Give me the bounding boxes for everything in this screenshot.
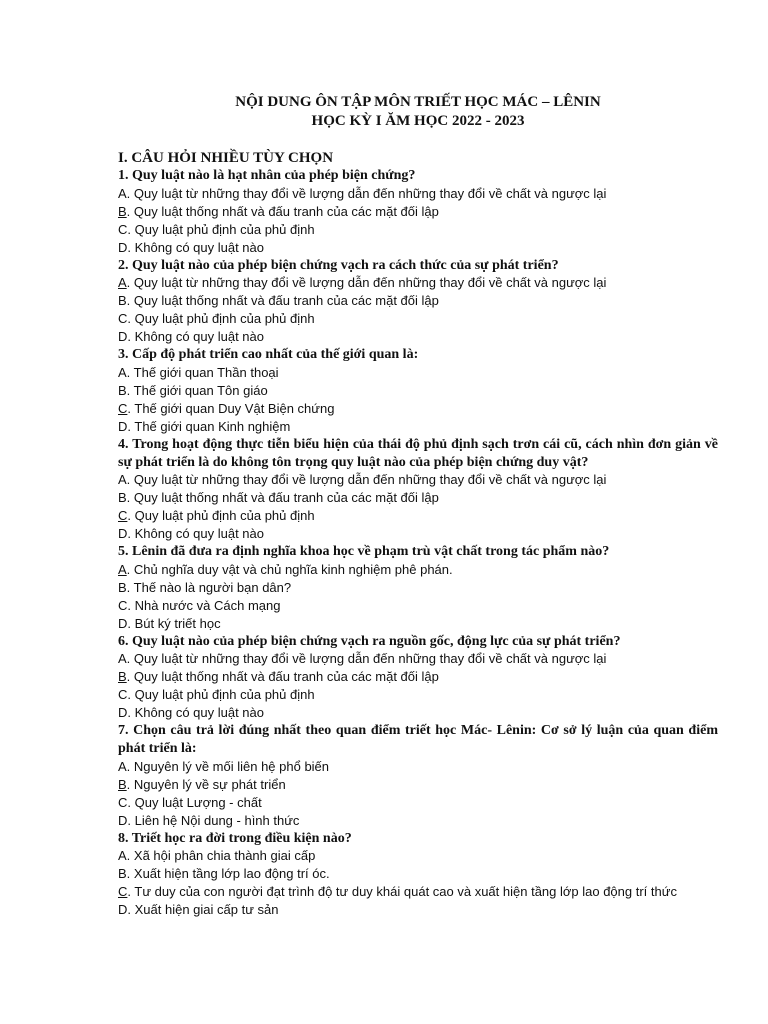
answer-text: . Quy luật thống nhất và đấu tranh của các mặt đối lập xyxy=(126,669,439,685)
question-text: 2. Quy luật nào của phép biện chứng vạch ra cách thức của sự phát triển? xyxy=(118,257,559,273)
answer-text: . Không có quy luật nào xyxy=(127,705,264,721)
answer-text: . Bút ký triết học xyxy=(127,615,221,631)
answer-option xyxy=(118,364,718,382)
answer-letter: B xyxy=(118,293,127,309)
answer-letter: A xyxy=(118,758,127,774)
question-block xyxy=(118,346,718,436)
correct-answer-letter: B xyxy=(118,203,127,219)
answer-letter: C xyxy=(118,311,128,327)
answer-text: . Không có quy luật nào xyxy=(127,526,264,542)
question-text: 3. Cấp độ phát triển cao nhất của thế giới quan là: xyxy=(118,347,419,363)
question-block xyxy=(118,257,718,347)
correct-answer-letter: A xyxy=(118,275,127,291)
answer-letter: C xyxy=(118,221,128,237)
answer-text: . Nguyên lý về mối liên hệ phổ biến xyxy=(126,758,330,774)
answer-letter: C xyxy=(118,794,128,810)
answer-option xyxy=(118,776,718,794)
answer-text: . Xuất hiện giai cấp tư sản xyxy=(127,902,279,918)
correct-answer-letter: C xyxy=(118,508,128,524)
answer-option xyxy=(118,382,718,400)
answer-text: . Quy luật phủ định của phủ định xyxy=(127,311,315,327)
answer-text: . Quy luật thống nhất và đấu tranh của các mặt đối lập xyxy=(126,490,439,506)
answer-text: . Quy luật phủ định của phủ định xyxy=(127,687,315,703)
answer-letter: A xyxy=(118,651,127,667)
question-text: 4. Trong hoạt động thực tiễn biểu hiện của thái độ phủ định sạch trơn cái cũ, cách nhìn đơn giản về sự phát triển là do không tôn trọng quy luật nào của phép biện chứng duy vật? xyxy=(118,436,718,470)
answer-text: . Xã hội phân chia thành giai cấp xyxy=(126,848,316,864)
question-block xyxy=(118,543,718,633)
correct-answer-letter: C xyxy=(118,400,128,416)
answer-text: . Quy luật từ những thay đổi về lượng dẫn đến những thay đổi về chất và ngược lại xyxy=(126,275,607,291)
answer-text: . Thế nào là người bạn dân? xyxy=(126,579,292,595)
answer-option xyxy=(118,686,718,704)
answer-text: . Thế giới quan Thần thoại xyxy=(126,364,279,380)
answer-text: . Xuất hiện tầng lớp lao động trí óc. xyxy=(126,866,330,882)
answer-option xyxy=(118,328,718,346)
answer-option xyxy=(118,489,718,507)
answer-letter: B xyxy=(118,490,127,506)
answer-option xyxy=(118,561,718,579)
answer-letter: D xyxy=(118,418,128,434)
answer-option xyxy=(118,274,718,292)
answer-option xyxy=(118,615,718,633)
document-title-line1: NỘI DUNG ÔN TẬP MÔN TRIẾT HỌC MÁC – LÊNIN xyxy=(235,94,601,110)
question-list xyxy=(118,167,718,919)
answer-option xyxy=(118,901,718,919)
answer-option xyxy=(118,758,718,776)
answer-letter: D xyxy=(118,329,128,345)
answer-option xyxy=(118,650,718,668)
answer-option xyxy=(118,507,718,525)
answer-text: . Liên hệ Nội dung - hình thức xyxy=(127,812,300,828)
question-block xyxy=(118,167,718,257)
question-block xyxy=(118,830,718,920)
section-heading: I. CÂU HỎI NHIỀU TÙY CHỌN xyxy=(118,150,334,166)
answer-text: . Nguyên lý về sự phát triển xyxy=(126,776,286,792)
answer-option xyxy=(118,310,718,328)
answer-option xyxy=(118,525,718,543)
answer-text: . Quy luật thống nhất và đấu tranh của các mặt đối lập xyxy=(126,293,439,309)
answer-text: . Thế giới quan Kinh nghiệm xyxy=(127,418,291,434)
answer-text: . Không có quy luật nào xyxy=(127,239,264,255)
answer-letter: C xyxy=(118,687,128,703)
answer-letter: C xyxy=(118,597,128,613)
answer-text: . Quy luật từ những thay đổi về lượng dẫn đến những thay đổi về chất và ngược lại xyxy=(126,651,607,667)
answer-letter: A xyxy=(118,848,127,864)
answer-text: . Quy luật từ những thay đổi về lượng dẫn đến những thay đổi về chất và ngược lại xyxy=(126,472,607,488)
answer-letter: D xyxy=(118,902,128,918)
answer-letter: A xyxy=(118,364,127,380)
answer-option xyxy=(118,203,718,221)
answer-letter: D xyxy=(118,526,128,542)
answer-option xyxy=(118,668,718,686)
question-block xyxy=(118,722,718,829)
question-text: 6. Quy luật nào của phép biện chứng vạch ra nguồn gốc, động lực của sự phát triển? xyxy=(118,633,621,649)
answer-option xyxy=(118,292,718,310)
answer-option xyxy=(118,239,718,257)
answer-text: . Nhà nước và Cách mạng xyxy=(127,597,281,613)
answer-text: . Quy luật phủ định của phủ định xyxy=(127,221,315,237)
correct-answer-letter: B xyxy=(118,776,127,792)
answer-letter: D xyxy=(118,812,128,828)
answer-letter: B xyxy=(118,866,127,882)
answer-letter: B xyxy=(118,579,127,595)
answer-text: . Thế giới quan Duy Vật Biện chứng xyxy=(127,400,335,416)
answer-option xyxy=(118,794,718,812)
answer-option xyxy=(118,812,718,830)
answer-option xyxy=(118,579,718,597)
correct-answer-letter: A xyxy=(118,561,127,577)
answer-text: . Thế giới quan Tôn giáo xyxy=(126,382,268,398)
answer-text: . Tư duy của con người đạt trình độ tư duy khái quát cao và xuất hiện tầng lớp lao động trí thức xyxy=(127,884,677,900)
document-page xyxy=(118,93,718,919)
question-text: 1. Quy luật nào là hạt nhân của phép biện chứng? xyxy=(118,168,416,183)
answer-letter: D xyxy=(118,239,128,255)
answer-option xyxy=(118,865,718,883)
document-title-line2: HỌC KỲ I ĂM HỌC 2022 - 2023 xyxy=(311,113,525,129)
answer-text: . Quy luật Lượng - chất xyxy=(127,794,262,810)
question-text: 8. Triết học ra đời trong điều kiện nào? xyxy=(118,830,352,846)
answer-letter: A xyxy=(118,472,127,488)
answer-option xyxy=(118,418,718,436)
answer-letter: B xyxy=(118,382,127,398)
answer-option xyxy=(118,400,718,418)
answer-text: . Chủ nghĩa duy vật và chủ nghĩa kinh nghiệm phê phán. xyxy=(126,561,453,577)
answer-text: . Quy luật phủ định của phủ định xyxy=(127,508,315,524)
question-block xyxy=(118,436,718,543)
answer-option xyxy=(118,471,718,489)
question-text: 7. Chọn câu trả lời đúng nhất theo quan điểm triết học Mác- Lênin: Cơ sở lý luận của quan điểm phát triển là: xyxy=(118,723,718,756)
question-text: 5. Lênin đã đưa ra định nghĩa khoa học về phạm trù vật chất trong tác phẩm nào? xyxy=(118,544,610,560)
answer-option xyxy=(118,847,718,865)
answer-text: . Quy luật từ những thay đổi về lượng dẫn đến những thay đổi về chất và ngược lại xyxy=(126,185,607,201)
correct-answer-letter: C xyxy=(118,884,128,900)
answer-option xyxy=(118,704,718,722)
answer-text: . Quy luật thống nhất và đấu tranh của các mặt đối lập xyxy=(126,203,439,219)
answer-letter: A xyxy=(118,185,127,201)
answer-option xyxy=(118,883,718,901)
answer-option xyxy=(118,221,718,239)
question-block xyxy=(118,633,718,723)
answer-option xyxy=(118,185,718,203)
answer-text: . Không có quy luật nào xyxy=(127,329,264,345)
answer-option xyxy=(118,597,718,615)
answer-letter: D xyxy=(118,615,128,631)
correct-answer-letter: B xyxy=(118,669,127,685)
answer-letter: D xyxy=(118,705,128,721)
